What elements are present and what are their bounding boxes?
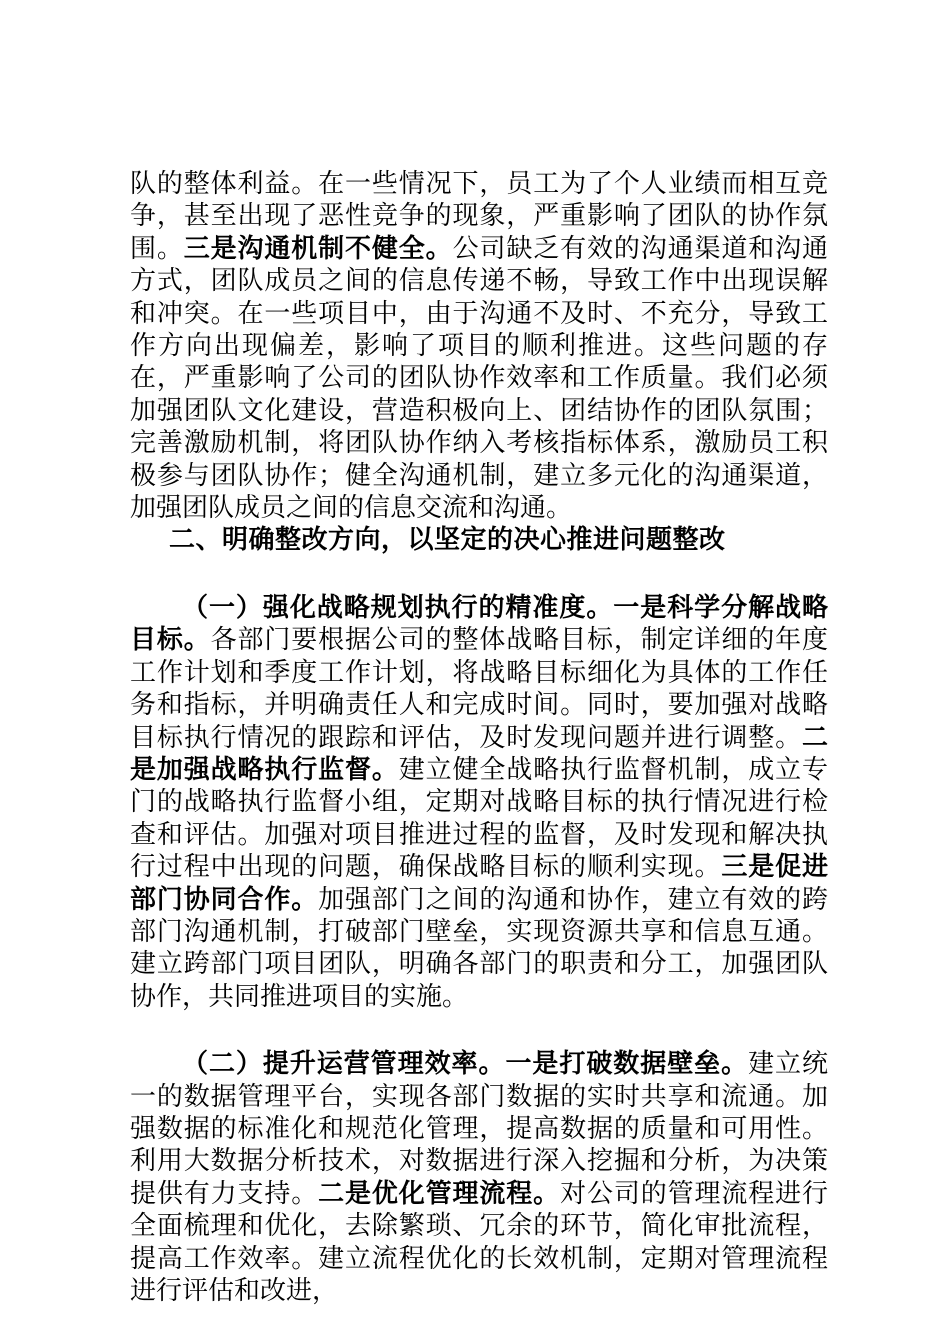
- bold-phrase-cooperation: 三是促进部门协同合作。: [130, 852, 828, 915]
- paragraph-text: 加强部门之间的沟通和协作，建立有效的跨部门沟通机制，打破部门壁垒，实现资源共享和信息互通。建立跨部门项目团队，明确各部门的职责和分工，加强团队协作，共同推进项目的实施。: [130, 884, 828, 1012]
- paragraph-text: 对公司的管理流程进行全面梳理和优化，去除繁琐、冗余的环节，简化审批流程，提高工作效率。建立流程优化的长效机制，定期对管理流程进行评估和改进，: [130, 1178, 828, 1306]
- paragraph-team-issues: [130, 168, 828, 524]
- section-heading-two: 二、明确整改方向，以坚定的决心推进问题整改: [169, 525, 726, 556]
- bold-phrase-communication: 三是沟通机制不健全。: [183, 233, 453, 264]
- paragraph-text: 队的整体利益。在一些情况下，员工为了个人业绩而相互竞争，甚至出现了恶性竞争的现象，严重影响了团队的协作氛围。: [130, 169, 828, 264]
- paragraph-text: 公司缺乏有效的沟通渠道和沟通方式，团队成员之间的信息传递不畅，导致工作中出现误解和冲突。在一些项目中，由于沟通不及时、不充分，导致工作方向出现偏差，影响了项目的顺利推进。这些问题的存在，严重影响了公司的团队协作效率和工作质量。我们必须加强团队文化建设，营造积极向上、团结协作的团队氛围；完善激励机制，将团队协作纳入考核指标体系，激励员工积极参与团队协作；健全沟通机制，建立多元化的沟通渠道，加强团队成员之间的信息交流和沟通。: [130, 233, 828, 524]
- bold-phrase-operations-title: （二）提升运营管理效率。一是打破数据壁垒。: [182, 1049, 749, 1080]
- bold-phrase-supervision: 二是加强战略执行监督。: [130, 722, 828, 785]
- bold-phrase-process: 二是优化管理流程。: [318, 1178, 561, 1209]
- paragraph-text: 建立健全战略执行监督机制，成立专门的战略执行监督小组，定期对战略目标的执行情况进行检查和评估。加强对项目推进过程的监督，及时发现和解决执行过程中出现的问题，确保战略目标的顺利实现。: [130, 754, 828, 883]
- paragraph-text: 各部门要根据公司的整体战略目标，制定详细的年度工作计划和季度工作计划，将战略目标细化为具体的工作任务和指标，并明确责任人和完成时间。同时，要加强对战略目标执行情况的跟踪和评估，及时发现问题并进行调整。: [130, 625, 828, 753]
- paragraph-operations: [130, 1048, 828, 1307]
- paragraph-text: 建立统一的数据管理平台，实现各部门数据的实时共享和流通。加强数据的标准化和规范化管理，提高数据的质量和可用性。利用大数据分析技术，对数据进行深入挖掘和分析，为决策提供有力支持。: [130, 1049, 828, 1209]
- document-page: [130, 168, 828, 1307]
- paragraph-strategy: [130, 592, 828, 1013]
- bold-phrase-strategy-title: （一）强化战略规划执行的精准度。一是科学分解战略目标。: [130, 592, 828, 656]
